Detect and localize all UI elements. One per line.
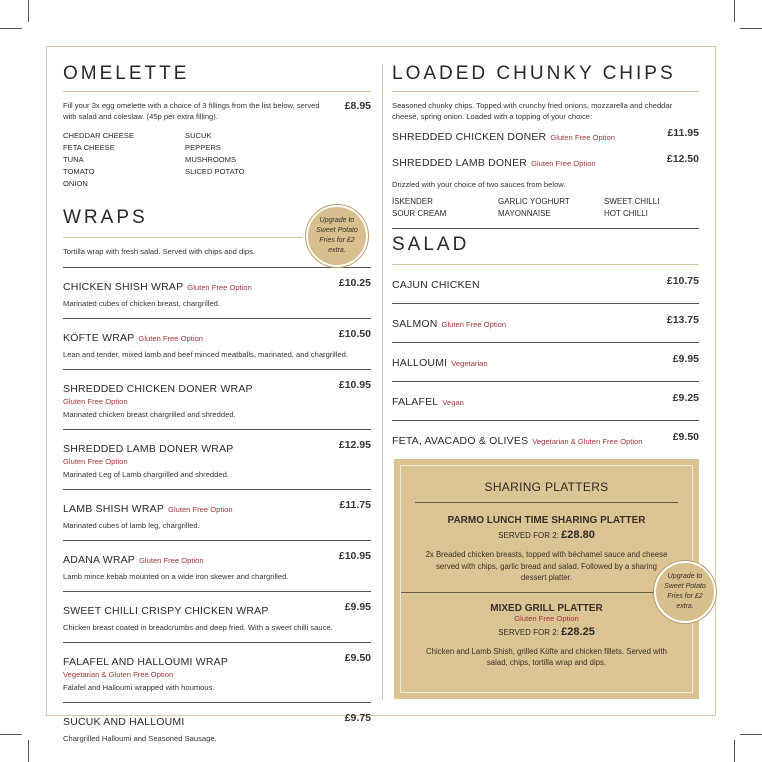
item-name: SALMON xyxy=(392,318,438,330)
item-price: £10.50 xyxy=(338,328,371,340)
item-tag: Gluten Free Option xyxy=(441,320,507,329)
platter-name: MIXED GRILL PLATTER xyxy=(490,602,603,614)
item-desc: Chargrilled Halloumi and Seasoned Sausage. xyxy=(63,734,217,743)
item-tag: Gluten Free Option xyxy=(550,133,615,142)
menu-item xyxy=(63,601,371,643)
crop-mark xyxy=(740,28,762,29)
sauce: İSKENDER xyxy=(392,197,433,206)
platter-price: £28.80 xyxy=(561,529,595,541)
item-price: £12.50 xyxy=(666,153,699,165)
item-tag: Gluten Free Option xyxy=(63,457,128,466)
omelette-section xyxy=(63,63,371,190)
salad-list xyxy=(392,275,699,459)
menu-item xyxy=(392,127,699,145)
item-name: SHREDDED CHICKEN DONER xyxy=(392,131,547,143)
upgrade-badge: Upgrade to Sweet Potato Fries for £2 extra. xyxy=(654,561,716,623)
crop-mark xyxy=(28,740,29,762)
filling: FETA CHEESE xyxy=(63,143,115,152)
item-name: LAMB SHISH WRAP xyxy=(63,503,165,515)
menu-item xyxy=(63,652,371,703)
crop-mark xyxy=(740,734,762,735)
menu-item xyxy=(63,439,371,490)
menu-item xyxy=(392,153,699,171)
item-price: £11.75 xyxy=(339,499,371,511)
item-name: FALAFEL AND HALLOUMI WRAP xyxy=(63,656,229,668)
item-desc: Lamb mince kebab mounted on a wide iron skewer and chargrilled. xyxy=(63,572,289,581)
menu-item xyxy=(63,277,371,319)
menu-item xyxy=(63,328,371,370)
item-name: ADANA WRAP xyxy=(63,554,136,566)
item-name: SWEET CHILLI CRISPY CHICKEN WRAP xyxy=(63,605,269,617)
section-title: OMELETTE xyxy=(63,63,190,84)
item-price: £9.50 xyxy=(672,431,699,443)
item-tag: Gluten Free Option xyxy=(514,613,579,623)
item-tag: Vegan xyxy=(442,398,464,407)
item-tag: Gluten Free Option xyxy=(531,159,596,168)
item-price: £9.50 xyxy=(344,652,371,664)
platter-name: PARMO LUNCH TIME SHARING PLATTER xyxy=(447,515,646,526)
sauce: SWEET CHILLI xyxy=(604,197,660,206)
crop-mark xyxy=(0,734,22,735)
item-price: £10.95 xyxy=(338,379,371,391)
sauces-list xyxy=(392,196,699,220)
item-tag: Vegetarian xyxy=(451,359,488,368)
filling: TUNA xyxy=(63,155,84,164)
menu-item xyxy=(63,550,371,592)
crop-mark xyxy=(0,28,22,29)
menu-item xyxy=(392,392,699,421)
wraps-desc: Tortilla wrap with fresh salad. Served with chips and dips. xyxy=(63,247,256,256)
section-title: SHARING PLATTERS xyxy=(484,480,609,494)
section-title: SALAD xyxy=(392,234,470,255)
filling: SLICED POTATO xyxy=(185,167,245,176)
section-title: WRAPS xyxy=(63,207,148,228)
sauce: GARLIC YOGHURT xyxy=(498,197,570,206)
item-tag: Gluten Free Option xyxy=(139,556,204,565)
item-price: £9.75 xyxy=(344,712,371,724)
item-desc: Falafel and Halloumi wrapped with houmous. xyxy=(63,683,215,692)
chips-desc: Seasoned chunky chips. Topped with crunchy fried onions, mozzarella and cheddar cheese, spring onion. Loaded with a topping of your choice: xyxy=(392,101,673,121)
item-desc: Chicken breast coated in breadcrumbs and deep fried. With a sweet chilli sauce. xyxy=(63,623,333,632)
filling: MUSHROOMS xyxy=(185,155,237,164)
served-label: SERVED FOR 2: xyxy=(498,531,559,540)
item-name: CAJUN CHICKEN xyxy=(392,279,480,291)
chips-section xyxy=(392,63,699,237)
item-desc: Marinated cubes of lamb leg, chargrilled. xyxy=(63,521,200,530)
menu-item xyxy=(392,353,699,382)
item-desc: Marinated cubes of chicken breast, chargrilled. xyxy=(63,299,221,308)
menu-item xyxy=(63,379,371,430)
crop-mark xyxy=(734,740,735,762)
filling: CHEDDAR CHEESE xyxy=(63,131,134,140)
item-tag: Gluten Free Option xyxy=(63,397,128,406)
item-price: £10.75 xyxy=(666,275,699,287)
filling: TOMATO xyxy=(63,167,95,176)
item-name: CHICKEN SHISH WRAP xyxy=(63,281,184,293)
filling: SUCUK xyxy=(185,131,212,140)
served-label: SERVED FOR 2: xyxy=(498,627,559,637)
item-name: FALAFEL xyxy=(392,396,439,408)
item-tag: Vegetarian & Gluten Free Option xyxy=(63,670,174,679)
item-tag: Gluten Free Option xyxy=(168,505,233,514)
filling: PEPPERS xyxy=(185,143,221,152)
wraps-list xyxy=(63,277,371,753)
item-name: SHREDDED LAMB DONER xyxy=(392,157,528,169)
item-desc: Marinated Leg of Lamb chargrilled and shredded. xyxy=(63,470,229,479)
item-desc: Marinated chicken breast chargrilled and shredded. xyxy=(63,410,236,419)
item-price: £10.25 xyxy=(338,277,371,289)
item-price: £12.95 xyxy=(338,439,371,451)
item-tag: Gluten Free Option xyxy=(138,334,204,343)
upgrade-badge: Upgrade to Sweet Potato Fries for £2 extra. xyxy=(306,205,368,267)
item-price: £11.95 xyxy=(667,127,699,139)
item-price: £13.75 xyxy=(666,314,699,326)
sauce: SOUR CREAM xyxy=(392,209,447,218)
sauce: HOT CHILLI xyxy=(604,209,648,218)
omelette-desc: Fill your 3x egg omelette with a choice of 3 fillings from the list below, served with salad and coleslaw. (45p per extra filling). xyxy=(63,101,320,121)
platter-price: £28.25 xyxy=(561,625,595,638)
sharing-platters-box xyxy=(394,459,699,699)
section-title: LOADED CHUNKY CHIPS xyxy=(392,63,676,84)
item-name: HALLOUMI xyxy=(392,357,448,369)
item-tag: Gluten Free Option xyxy=(187,283,252,292)
item-tag: Vegetarian & Gluten Free Option xyxy=(532,437,643,446)
item-desc: Lean and tender, mixed lamb and beef minced meatballs, marinated, and chargrilled. xyxy=(63,350,348,359)
menu-item xyxy=(392,314,699,343)
platter xyxy=(401,603,692,669)
column-divider xyxy=(382,64,383,700)
item-name: SHREDDED CHICKEN DONER WRAP xyxy=(63,383,253,395)
omelette-price: £8.95 xyxy=(344,100,371,112)
crop-mark xyxy=(28,0,29,22)
platter xyxy=(401,515,692,584)
salad-section xyxy=(392,234,699,459)
platter-desc: Chicken and Lamb Shish, grilled Köfte and chicken fillets. Served with salad, chips, tortilla wrap and dips. xyxy=(426,646,667,667)
menu-item xyxy=(392,431,699,459)
sauce: MAYONNAISE xyxy=(498,209,551,218)
fillings-list xyxy=(63,130,371,190)
menu-item xyxy=(63,712,371,753)
wraps-section xyxy=(63,207,371,753)
platter-desc: 2x Breaded chicken breasts, topped with béchamel sauce and cheese served with chips, garlic bread and salad. Followed by a sharing dessert platter. xyxy=(425,550,668,582)
menu-item xyxy=(63,499,371,541)
item-price: £9.95 xyxy=(672,353,699,365)
item-name: KÖFTE WRAP xyxy=(63,332,135,344)
crop-mark xyxy=(734,0,735,22)
item-name: FETA, AVACADO & OLIVES xyxy=(392,435,529,447)
item-name: SHREDDED LAMB DONER WRAP xyxy=(63,443,234,455)
filling: ONION xyxy=(63,179,88,188)
item-price: £9.95 xyxy=(344,601,371,613)
item-price: £9.25 xyxy=(672,392,699,404)
sauce-note: Drizzled with your choice of two sauces from below. xyxy=(392,180,566,189)
item-price: £10.95 xyxy=(338,550,371,562)
item-name: SUCUK AND HALLOUMI xyxy=(63,716,185,728)
menu-item xyxy=(392,275,699,304)
